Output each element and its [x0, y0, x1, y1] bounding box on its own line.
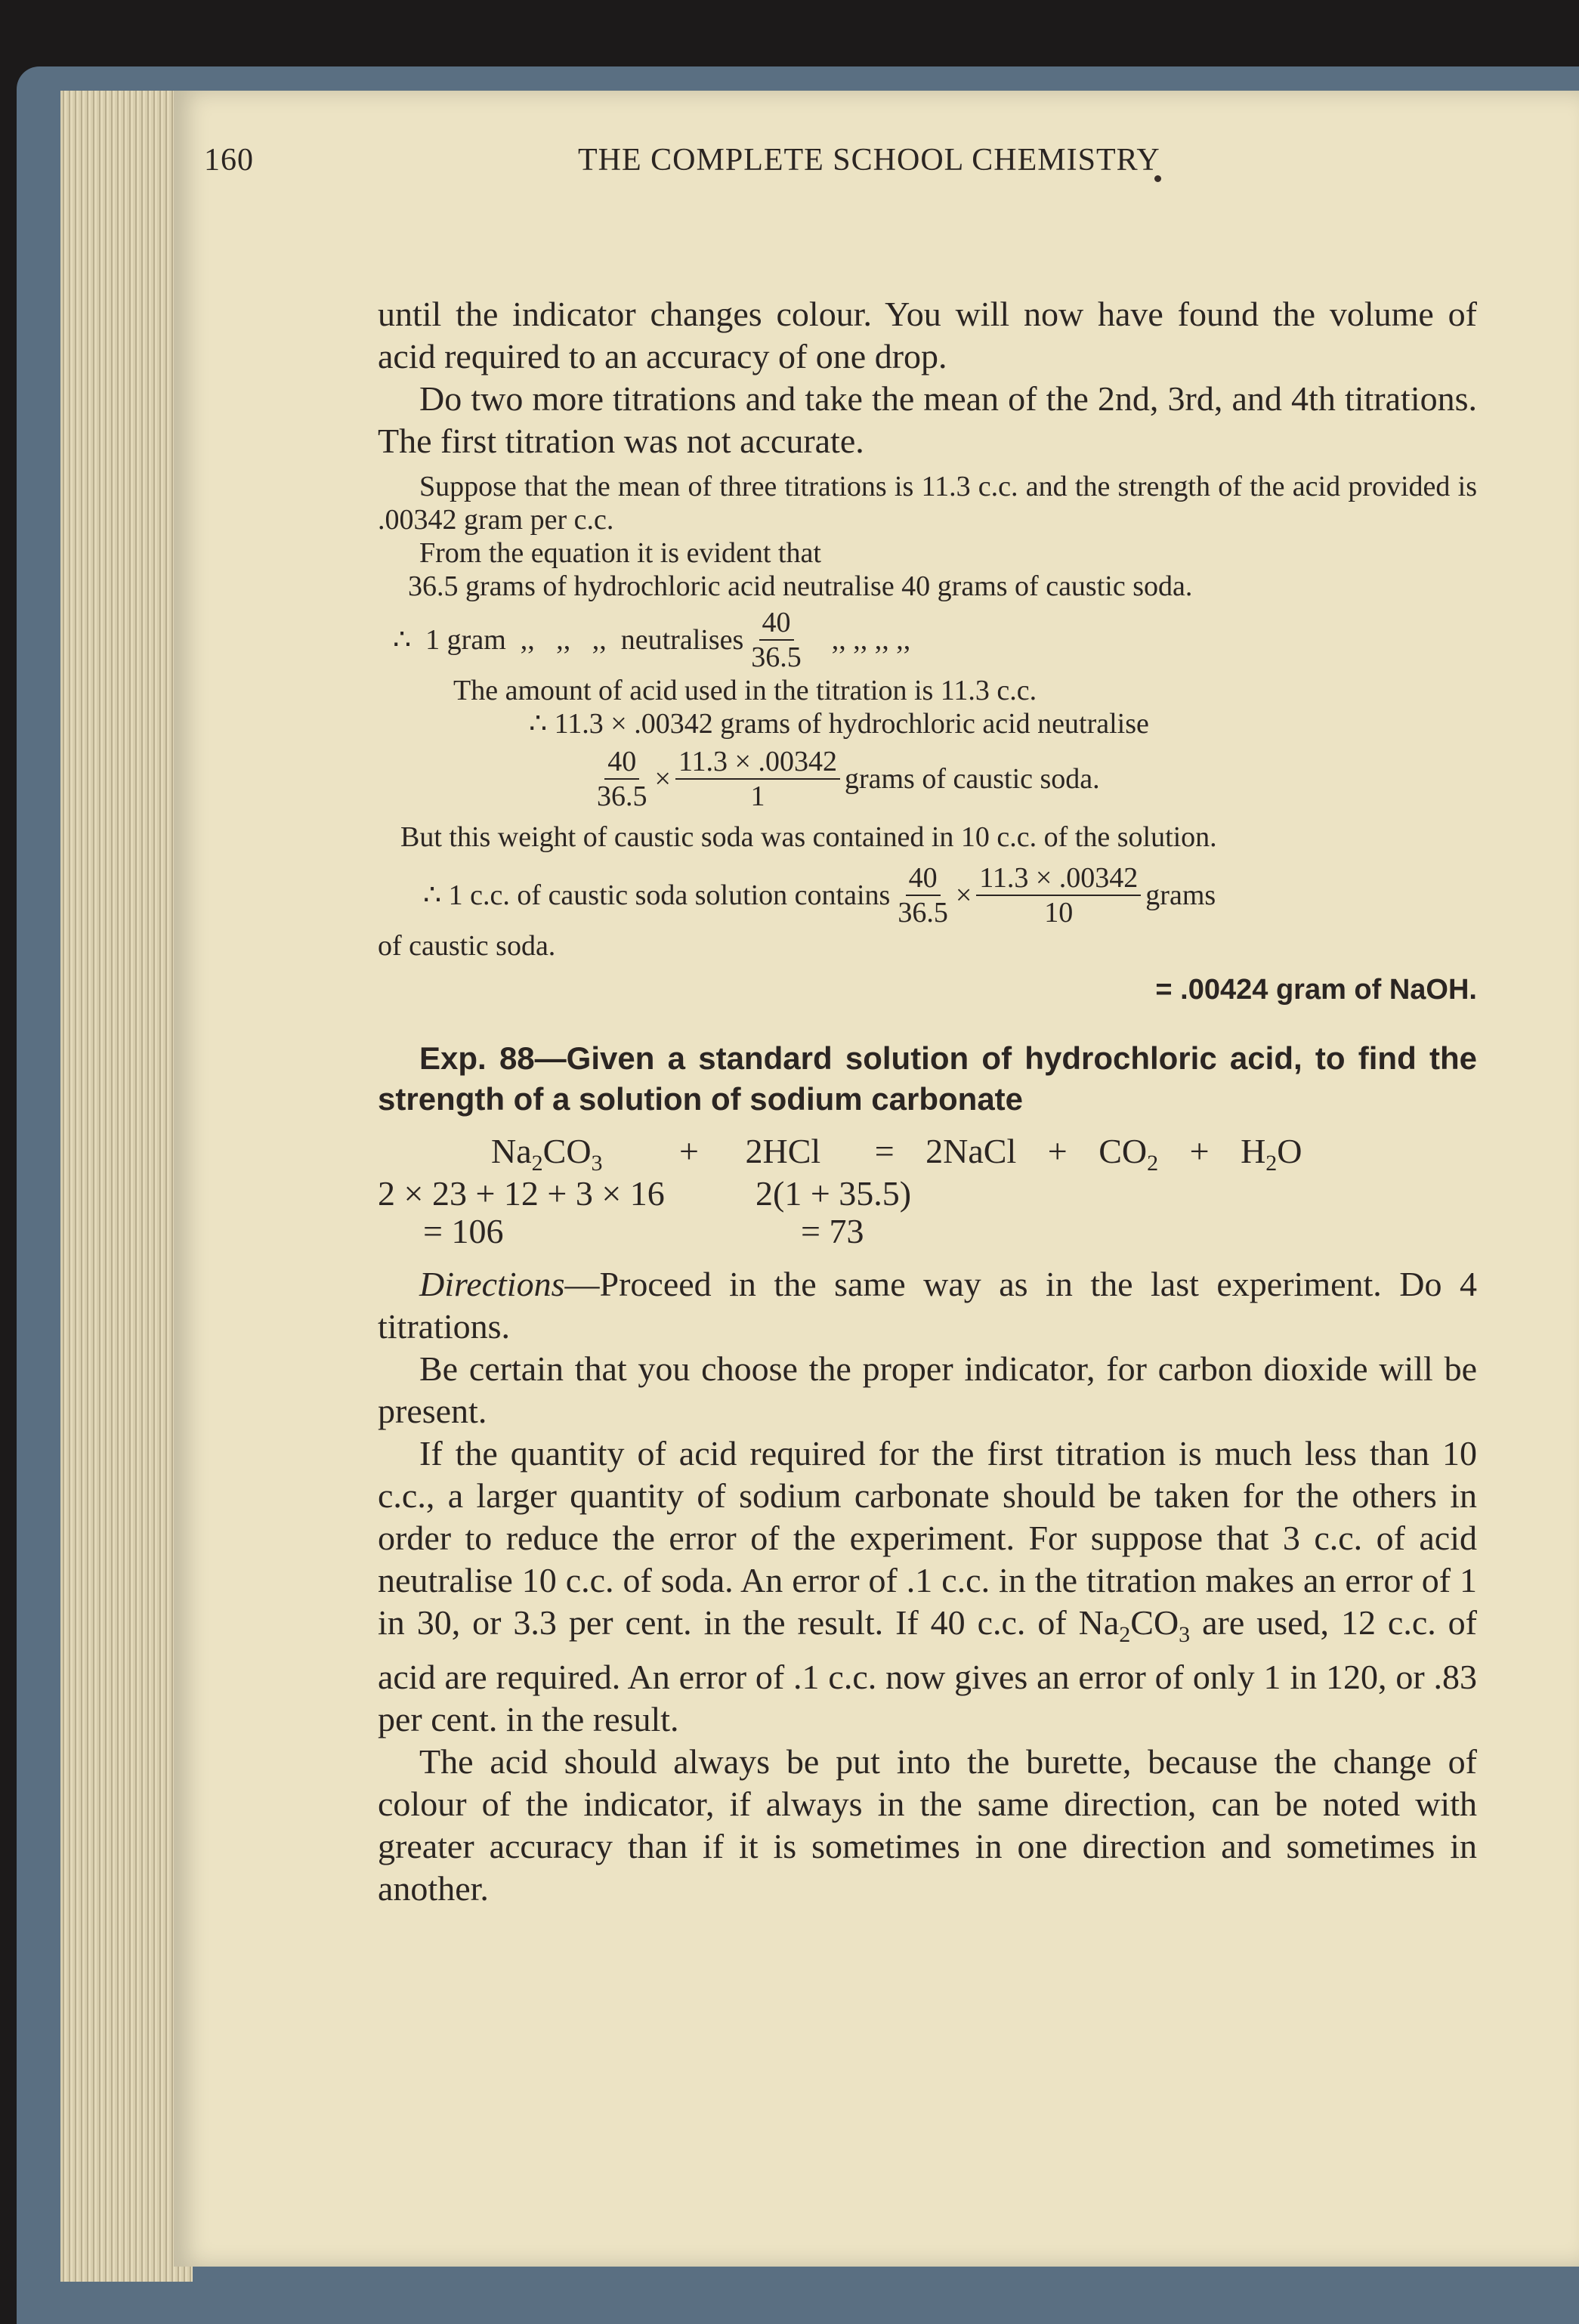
mass-calc: 2 × 23 + 12 + 3 × 16 — [378, 1174, 665, 1213]
paragraph: until the indicator changes colour. You will now have found the volume of acid required to an accuracy of one drop. — [378, 295, 1477, 375]
equals-sign: = — [874, 1132, 895, 1170]
formula-part: CO — [542, 1132, 592, 1170]
fraction — [594, 745, 650, 813]
subscript: 3 — [591, 1151, 603, 1176]
fraction — [748, 606, 805, 674]
mass-calc: 2(1 + 35.5) — [756, 1174, 912, 1213]
equation-text: ∴ 1 c.c. of caustic soda solution contains — [423, 879, 891, 911]
mass-total: = 73 — [801, 1212, 864, 1250]
page-edges — [60, 91, 193, 2282]
equation-line — [378, 861, 1477, 929]
result-line: = .00424 gram of NaOH. — [1155, 974, 1477, 1006]
paragraph-text: are used, 12 c.c. of acid are required. An error of .1 c.c. now gives an error of only 1 in 120, or .83 per cent. in the result. — [378, 1603, 1477, 1739]
times-sign: × — [955, 879, 972, 911]
equation-line — [378, 745, 1477, 813]
denominator: 36.5 — [898, 897, 948, 929]
paragraph-text: CO — [1130, 1603, 1179, 1642]
formula-part: CO — [1099, 1132, 1148, 1170]
formula-part: Na — [491, 1132, 532, 1170]
numerator: 11.3 × .00342 — [675, 745, 840, 780]
numerator: 40 — [604, 745, 639, 780]
formula-part: 2HCl — [745, 1132, 821, 1170]
formula-part: O — [1277, 1132, 1302, 1170]
paragraph: Be certain that you choose the proper indicator, for carbon dioxide will be present. — [378, 1349, 1477, 1430]
equation-text: ∴ 1 gram ,, ,, ,, neutralises — [393, 624, 744, 656]
plus-sign: + — [679, 1132, 699, 1170]
times-sign: × — [654, 763, 671, 795]
fraction — [895, 861, 951, 929]
plus-sign: + — [1189, 1132, 1210, 1170]
paragraph: Suppose that the mean of three titrations is 11.3 c.c. and the strength of the acid provided is .00342 gram per c.c. — [378, 471, 1477, 536]
subscript: 2 — [531, 1151, 543, 1176]
paragraph: Do two more titrations and take the mean of the 2nd, 3rd, and 4th titrations. The first titration was not accurate. — [378, 379, 1477, 460]
equation-line — [378, 606, 1477, 674]
subscript: 3 — [1179, 1622, 1191, 1648]
denominator: 1 — [750, 780, 765, 812]
numerator: 40 — [906, 861, 941, 896]
equation-line: The amount of acid used in the titration is 11.3 c.c. — [453, 675, 1037, 706]
numerator: 40 — [759, 606, 794, 641]
numerator: 11.3 × .00342 — [976, 861, 1141, 896]
directions-label: Directions — [419, 1265, 565, 1303]
fraction — [976, 861, 1141, 929]
subscript: 2 — [1119, 1622, 1131, 1648]
equation-line: But this weight of caustic soda was contained in 10 c.c. of the solution. — [400, 821, 1217, 853]
plus-sign: + — [1047, 1132, 1068, 1170]
denominator: 36.5 — [597, 780, 647, 812]
equation-text: grams — [1145, 879, 1216, 911]
paragraph-text: If the quantity of acid required for the first titration is much less than 10 c.c., a larger quantity of sodium carbonate should be taken for the others in order to reduce the error of the experiment. For suppose that 3 c.c. of acid neutralise 10 c.c. of soda. An error of .1 c.c. in the titration makes an error of 1 in 30, or 3.3 per cent. in the result. If 40 c.c. of Na — [378, 1434, 1477, 1642]
formula-part: 2NaCl — [925, 1132, 1017, 1170]
mass-total: = 106 — [423, 1212, 504, 1250]
formula-part: H — [1241, 1132, 1266, 1170]
denominator: 10 — [1044, 897, 1074, 929]
ditto-marks: ,, ,, ,, ,, — [831, 624, 911, 656]
equation-line: of caustic soda. — [378, 930, 556, 962]
paragraph — [378, 1263, 1477, 1348]
subscript: 2 — [1265, 1151, 1278, 1176]
paragraph — [378, 1432, 1477, 1741]
running-title: THE COMPLETE SCHOOL CHEMISTRY — [578, 143, 1160, 178]
worked-example — [378, 470, 1477, 1006]
chemical-equation — [378, 1130, 1477, 1250]
page-number: 160 — [204, 143, 254, 178]
experiment-heading: Exp. 88—Given a standard solution of hydrochloric acid, to find the strength of a solution of sodium carbonate — [378, 1040, 1477, 1117]
paragraph: From the equation it is evident that — [419, 537, 821, 569]
directions-text: —Proceed in the same way as in the last experiment. Do 4 titrations. — [378, 1265, 1477, 1346]
page-body — [378, 293, 1477, 1910]
equation-line: 36.5 grams of hydrochloric acid neutralise 40 grams of caustic soda. — [408, 570, 1193, 602]
paragraph: The acid should always be put into the burette, because the change of colour of the indicator, if always in the same direction, can be noted with greater accuracy than if it is sometimes in one direction and sometimes in another. — [378, 1742, 1477, 1908]
equation-text: grams of caustic soda. — [844, 763, 1100, 795]
fraction — [675, 745, 840, 813]
equation-line: ∴ 11.3 × .00342 grams of hydrochloric acid neutralise — [529, 708, 1149, 740]
page-header — [0, 142, 1579, 202]
denominator: 36.5 — [751, 641, 802, 673]
subscript: 2 — [1147, 1151, 1159, 1176]
